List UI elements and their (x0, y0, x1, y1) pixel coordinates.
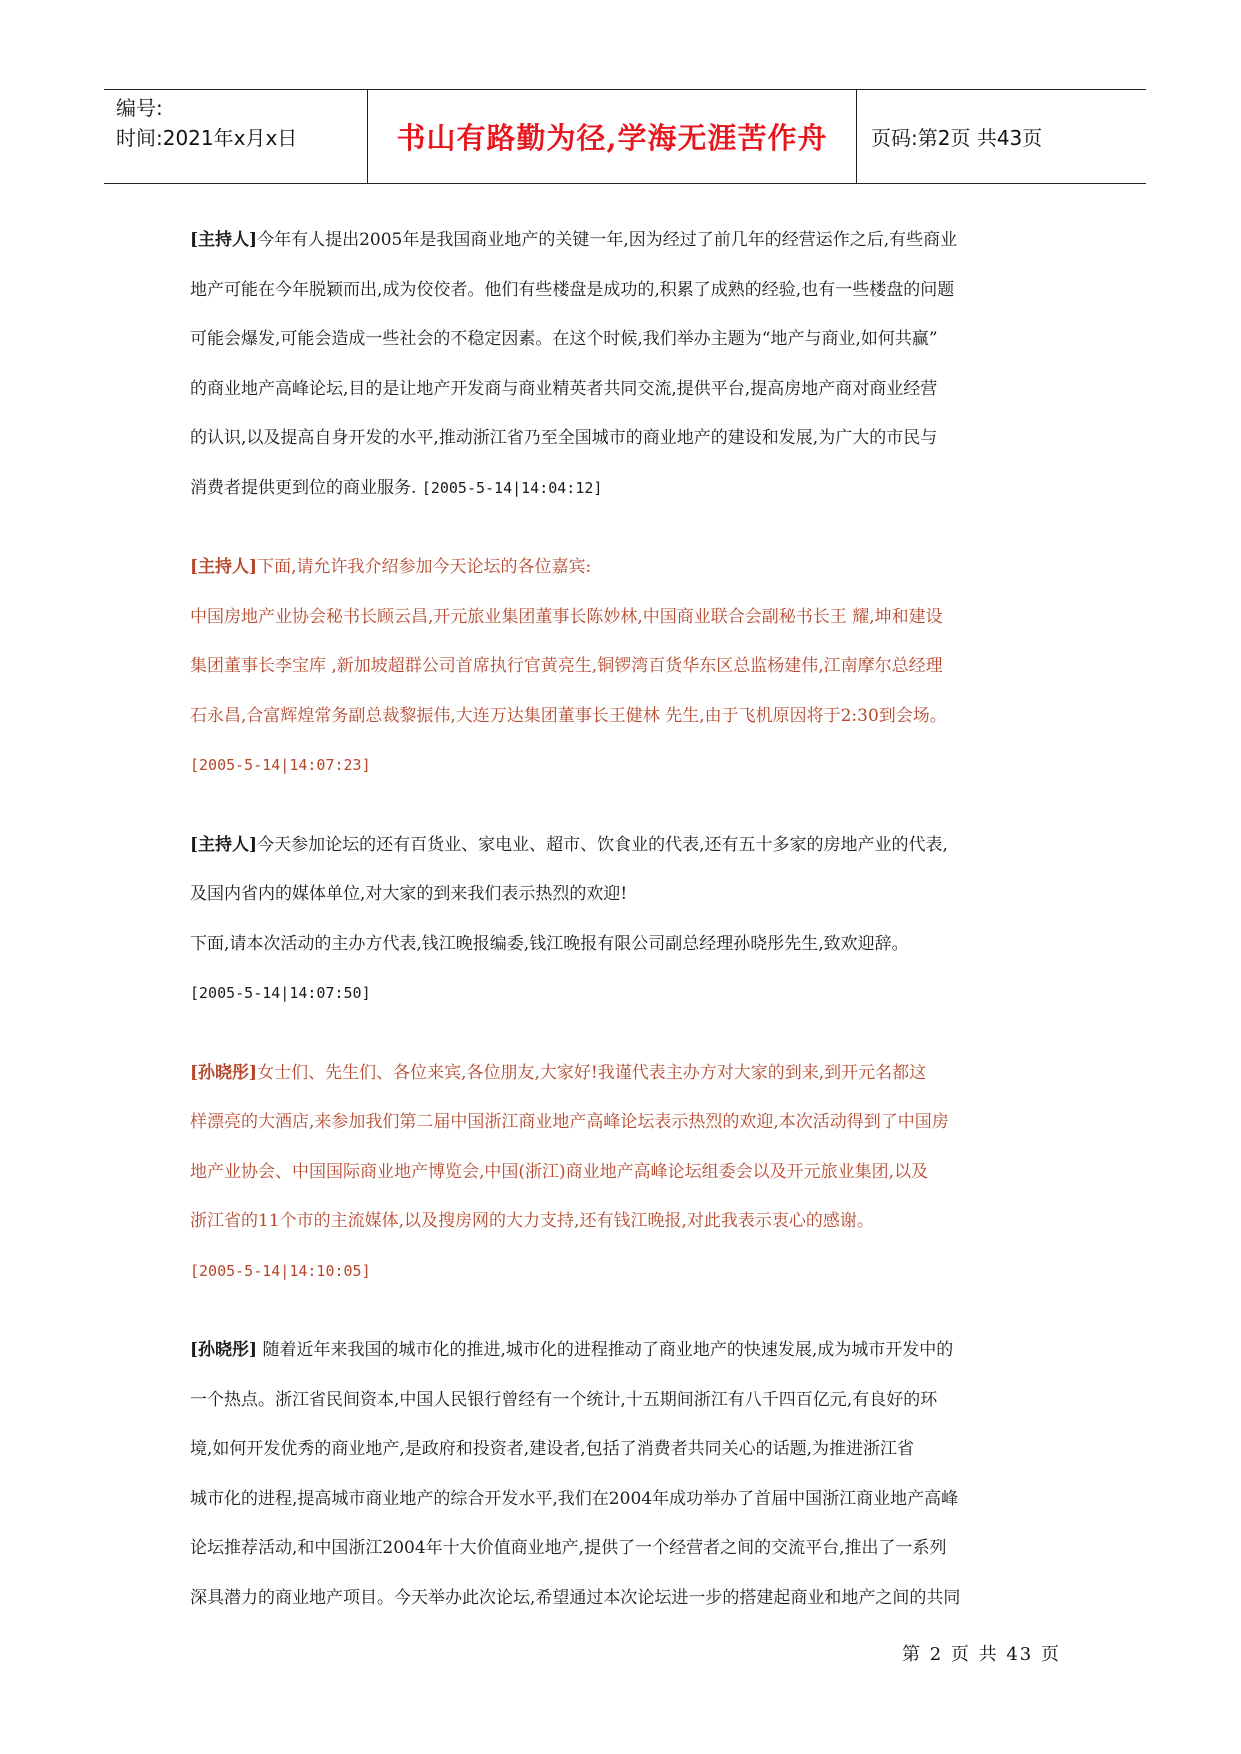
text-line: 深具潜力的商业地产项目。今天举办此次论坛,希望通过本次论坛进一步的搭建起商业和地产之间的共同 (190, 1587, 961, 1608)
text-line: 一个热点。浙江省民间资本,中国人民银行曾经有一个统计,十五期间浙江有八千四百亿元,有良好的环 (190, 1389, 938, 1410)
text-line: 论坛推荐活动,和中国浙江2004年十大价值商业地产,提供了一个经营者之间的交流平台,推出了一系列 (190, 1538, 947, 1558)
timestamp: [2005-5-14|14:07:50] (190, 984, 371, 1002)
header-motto: 书山有路勤为径,学海无涯苦作舟 (368, 90, 857, 183)
text-line: 石永昌,合富辉煌常务副总裁黎振伟,大连万达集团董事长王健林 先生,由于飞机原因将于2:30到会场。 (190, 705, 947, 726)
timestamp: [2005-5-14|14:04:12] (421, 478, 603, 497)
text-line: 境,如何开发优秀的商业地产,是政府和投资者,建设者,包括了消费者共同关心的话题,为推进浙江省 (190, 1439, 915, 1459)
text-line: 随着近年来我国的城市化的推进,城市化的进程推动了商业地产的快速发展,成为城市开发中的 (257, 1340, 954, 1360)
text-line: 女士们、先生们、各位来宾,各位朋友,大家好!我谨代表主办方对大家的到来,到开元名都这 (257, 1062, 927, 1083)
paragraph-2 (190, 543, 1065, 791)
text-line: 样漂亮的大酒店,来参加我们第二届中国浙江商业地产高峰论坛表示热烈的欢迎,本次活动得到了中国房 (190, 1112, 949, 1132)
text-line: 浙江省的11个市的主流媒体,以及搜房网的大力支持,还有钱江晚报,对此我表示衷心的感谢。 (190, 1211, 874, 1231)
document-number-label: 编号: (116, 96, 163, 120)
paragraph-3 (190, 821, 1065, 1019)
speaker-label: [主持人] (190, 557, 258, 577)
paragraph-4 (190, 1049, 1065, 1297)
text-line: 地产可能在今年脱颖而出,成为佼佼者。他们有些楼盘是成功的,积累了成熟的经验,也有一些楼盘的问题 (190, 279, 955, 300)
text-line: 下面,请本次活动的主办方代表,钱江晚报编委,钱江晚报有限公司副总经理孙晓彤先生,致欢迎辞。 (190, 933, 909, 954)
document-body (190, 216, 1065, 1653)
timestamp: [2005-5-14|14:07:23] (190, 756, 371, 774)
header-page-code: 页码:第2页 共43页 (871, 126, 1043, 150)
text-line: 的商业地产高峰论坛,目的是让地产开发商与商业精英者共同交流,提供平台,提高房地产商对商业经营 (190, 378, 938, 399)
text-line: 今天参加论坛的还有百货业、家电业、超市、饮食业的代表,还有五十多家的房地产业的代表, (257, 834, 948, 855)
text-line: 地产业协会、中国国际商业地产博览会,中国(浙江)商业地产高峰论坛组委会以及开元旅业集团,以及 (190, 1161, 929, 1182)
document-time-label: 时间:2021年x月x日 (116, 126, 298, 150)
header-meta (104, 90, 368, 183)
text-line: 城市化的进程,提高城市商业地产的综合开发水平,我们在2004年成功举办了首届中国浙江商业地产高峰 (190, 1488, 959, 1509)
text-line: 的认识,以及提高自身开发的水平,推动浙江省乃至全国城市的商业地产的建设和发展,为广大的市民与 (190, 428, 938, 448)
page-footer: 第 2 页 共 43 页 (902, 1644, 1061, 1665)
speaker-label: [主持人] (190, 230, 258, 250)
paragraph-1 (190, 216, 1065, 513)
text-line: 中国房地产业协会秘书长顾云昌,开元旅业集团董事长陈妙林,中国商业联合会副秘书长王 耀,坤和建设 (190, 606, 943, 627)
speaker-label: [孙晓彤] (190, 1340, 258, 1360)
paragraph-5 (190, 1326, 1065, 1623)
text-line: 集团董事长李宝库 ,新加坡超群公司首席执行官黄亮生,铜锣湾百货华东区总监杨建伟,江南摩尔总经理 (190, 656, 943, 676)
speaker-label: [主持人] (190, 834, 258, 855)
text-line: 及国内省内的媒体单位,对大家的到来我们表示热烈的欢迎! (190, 884, 628, 904)
timestamp: [2005-5-14|14:10:05] (190, 1261, 371, 1280)
page-header (104, 89, 1146, 184)
speaker-label: [孙晓彤] (190, 1062, 258, 1083)
text-line: 今年有人提出2005年是我国商业地产的关键一年,因为经过了前几年的经营运作之后,有些商业 (257, 230, 958, 250)
text-line: 可能会爆发,可能会造成一些社会的不稳定因素。在这个时候,我们举办主题为“地产与商业,如何共赢” (190, 329, 938, 349)
text-line: 下面,请允许我介绍参加今天论坛的各位嘉宾: (257, 557, 592, 577)
text-line: 消费者提供更到位的商业服务. (190, 477, 422, 498)
